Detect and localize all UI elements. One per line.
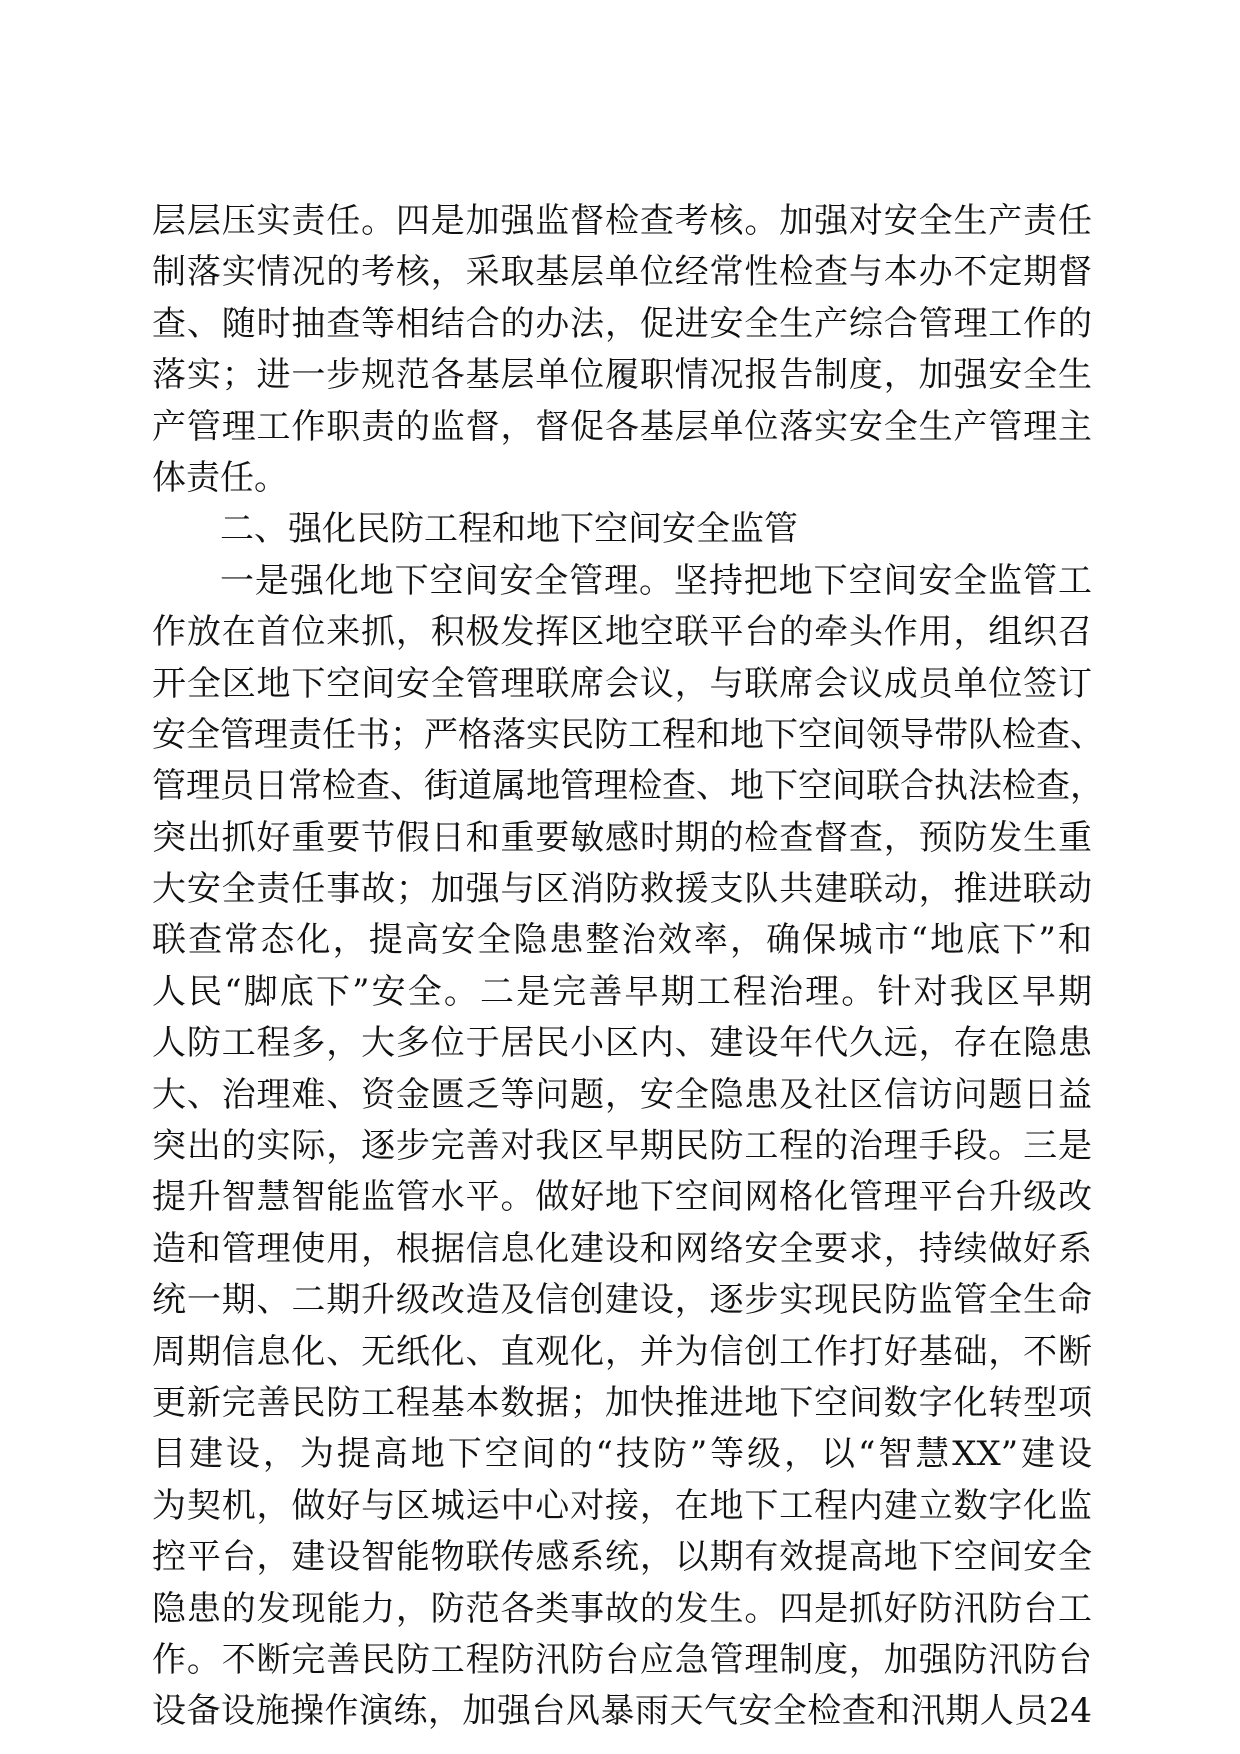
- text-line: 控平台，建设智能物联传感系统，以期有效提高地下空间安全: [152, 1537, 1092, 1578]
- text-line: 层层压实责任。四是加强监督检查考核。加强对安全生产责任: [152, 201, 1092, 241]
- text-line: 作。不断完善民防工程防汛防台应急管理制度，加强防汛防台: [152, 1639, 1092, 1680]
- text-line: 安全管理责任书；严格落实民防工程和地下空间领导带队检查、: [152, 714, 1104, 755]
- text-line: 更新完善民防工程基本数据；加快推进地下空间数字化转型项: [152, 1382, 1092, 1423]
- text-line: 设备设施操作演练，加强台风暴雨天气安全检查和汛期人员24: [152, 1691, 1092, 1732]
- text-line: 人民“脚底下”安全。二是完善早期工程治理。针对我区早期: [152, 971, 1092, 1012]
- text-line: 制落实情况的考核，采取基层单位经常性检查与本办不定期督: [152, 252, 1092, 293]
- text-line: 统一期、二期升级改造及信创建设，逐步实现民防监管全生命: [152, 1280, 1092, 1321]
- text-line: 周期信息化、无纸化、直观化，并为信创工作打好基础，不断: [152, 1331, 1092, 1372]
- text-line: 落实；进一步规范各基层单位履职情况报告制度，加强安全生: [152, 355, 1092, 396]
- text-line: 人防工程多，大多位于居民小区内、建设年代久远，存在隐患: [152, 1023, 1092, 1064]
- text-line: 隐患的发现能力，防范各类事故的发生。四是抓好防汛防台工: [152, 1588, 1092, 1629]
- text-line: 为契机，做好与区城运中心对接，在地下工程内建立数字化监: [152, 1485, 1092, 1526]
- text-line: 查、随时抽查等相结合的办法，促进安全生产综合管理工作的: [152, 303, 1092, 344]
- text-line: 大、治理难、资金匮乏等问题，安全隐患及社区信访问题日益: [152, 1074, 1092, 1115]
- text-line: 联查常态化，提高安全隐患整治效率，确保城市“地底下”和: [152, 920, 1092, 961]
- section-heading: 二、强化民防工程和地下空间安全监管: [220, 509, 798, 550]
- text-line: 造和管理使用，根据信息化建设和网络安全要求，持续做好系: [152, 1228, 1092, 1269]
- text-line: 目建设，为提高地下空间的“技防”等级，以“智慧XX”建设: [152, 1434, 1092, 1475]
- text-line: 提升智慧智能监管水平。做好地下空间网格化管理平台升级改: [152, 1177, 1092, 1218]
- text-line: 作放在首位来抓，积极发挥区地空联平台的牵头作用，组织召: [152, 612, 1092, 653]
- text-line: 开全区地下空间安全管理联席会议，与联席会议成员单位签订: [152, 663, 1092, 704]
- text-line: 大安全责任事故；加强与区消防救援支队共建联动，推进联动: [152, 869, 1092, 910]
- text-line: 产管理工作职责的监督，督促各基层单位落实安全生产管理主: [152, 406, 1092, 447]
- text-line: 体责任。: [152, 457, 288, 498]
- text-line: 管理员日常检查、街道属地管理检查、地下空间联合执法检查，: [152, 766, 1104, 807]
- body-text: [152, 196, 1104, 1738]
- text-line: 突出的实际，逐步完善对我区早期民防工程的治理手段。三是: [152, 1126, 1092, 1167]
- text-line: 一是强化地下空间安全管理。坚持把地下空间安全监管工: [220, 560, 1092, 601]
- text-line: 突出抓好重要节假日和重要敏感时期的检查督查，预防发生重: [152, 817, 1092, 858]
